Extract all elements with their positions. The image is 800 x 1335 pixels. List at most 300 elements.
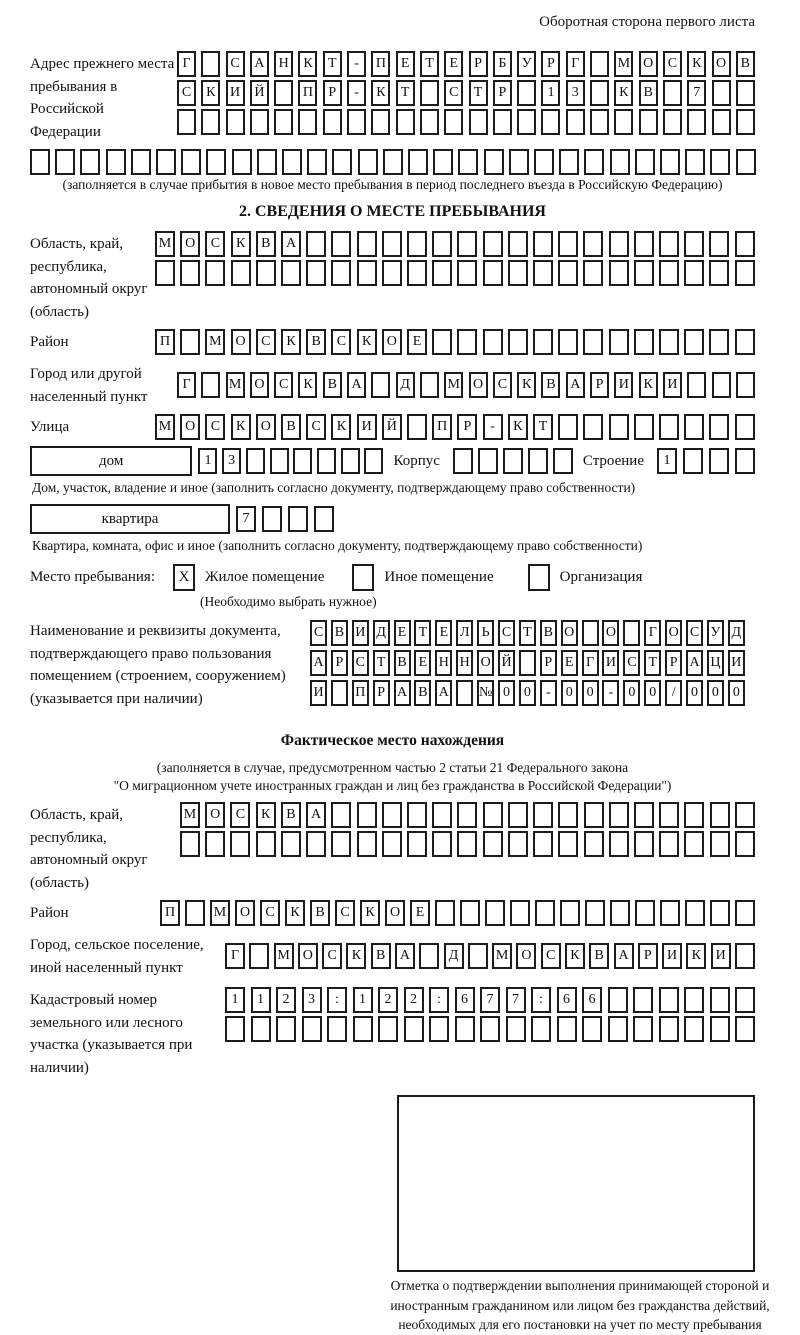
char-box: Е [435,620,452,646]
char-box [583,329,603,355]
char-box: Н [435,650,452,676]
char-box: О [516,943,536,969]
char-box [659,231,679,257]
char-box [420,109,439,135]
char-box: К [360,900,380,926]
char-box [404,1016,424,1042]
char-box [609,329,629,355]
apartment-cells [236,506,334,532]
char-box [444,109,463,135]
char-box [684,831,704,857]
char-box [432,802,452,828]
char-box [293,448,312,474]
char-box [256,260,276,286]
char-box: Г [566,51,585,77]
char-box: Е [410,900,430,926]
char-box [156,149,176,175]
char-box: 2 [378,987,398,1013]
char-box: Д [373,620,390,646]
char-box: С [623,650,640,676]
char-box: А [306,802,326,828]
char-box [55,149,75,175]
char-box: К [614,80,633,106]
char-box [710,987,730,1013]
prev-address-caption: (заполняется в случае прибытия в новое место пребывания в период последнего въезда в Российскую Федерацию) [62,177,723,192]
char-box [353,1016,373,1042]
char-box: Н [274,51,293,77]
char-box: О [180,231,200,257]
char-box [331,231,351,257]
char-box: С [352,650,369,676]
char-box [709,448,729,474]
district-field [30,329,755,355]
char-box: В [414,680,431,706]
char-box [306,260,326,286]
char-box [684,987,704,1013]
char-box [533,231,553,257]
char-box: С [444,80,463,106]
char-box [457,831,477,857]
char-box: Ц [707,650,724,676]
char-box: - [602,680,619,706]
char-box: О [602,620,619,646]
char-box: Р [541,51,560,77]
char-box: С [663,51,682,77]
char-box [584,802,604,828]
char-box [659,987,679,1013]
char-box [735,260,755,286]
char-box [331,831,351,857]
char-box [517,109,536,135]
char-box [364,448,383,474]
char-box [257,149,277,175]
char-box: О [477,650,494,676]
char-box: Т [420,51,439,77]
korpus-label: Корпус [393,452,440,469]
actual-district-field [30,900,755,926]
char-box [685,900,705,926]
char-box: С [306,414,326,440]
char-box [685,149,705,175]
char-box: О [250,372,269,398]
char-box: Й [498,650,515,676]
char-box [735,802,755,828]
apartment-field [30,504,755,534]
char-box [566,109,585,135]
char-box: С [177,80,196,106]
char-box [583,414,603,440]
prev-address-row-4 [30,149,756,175]
char-box: К [201,80,220,106]
char-box: В [310,900,330,926]
char-box: Н [456,650,473,676]
char-box [478,448,498,474]
prev-address-label: Адрес прежнего места пребывания в Российской Федерации [30,56,175,140]
char-box [684,802,704,828]
char-box: А [281,231,301,257]
char-box [736,80,755,106]
char-box [274,80,293,106]
char-box [684,260,704,286]
char-box: У [517,51,536,77]
char-box [659,260,679,286]
char-box [30,149,50,175]
char-box [251,1016,271,1042]
char-box [508,831,528,857]
char-box [735,943,755,969]
char-box [634,231,654,257]
char-box: 3 [566,80,585,106]
char-box [684,231,704,257]
char-box [281,831,301,857]
char-box: Г [225,943,245,969]
char-box: О [382,329,402,355]
actual-region-row-2 [180,831,755,857]
char-box: О [231,329,251,355]
char-box: С [226,51,245,77]
char-box [735,987,755,1013]
char-box: Г [177,372,196,398]
char-box: 0 [582,680,599,706]
char-box [493,109,512,135]
prev-address-field [30,51,755,143]
char-box: 7 [687,80,706,106]
char-box [614,109,633,135]
house-box-label: дом [30,446,192,476]
char-box [155,260,175,286]
stroenie-cells [657,448,755,474]
char-box [396,109,415,135]
char-box: 7 [480,987,500,1013]
char-box: Д [444,943,464,969]
char-box [590,51,609,77]
char-box: 1 [225,987,245,1013]
char-box [659,831,679,857]
char-box [634,329,654,355]
char-box [460,900,480,926]
cadastral-label: Кадастровый номер земельного или лесного участка (указывается при наличии) [30,992,193,1076]
char-box [635,149,655,175]
char-box [659,802,679,828]
street-row [155,414,755,440]
char-box [635,900,655,926]
char-box [583,231,603,257]
char-box: Р [373,680,390,706]
char-box [634,414,654,440]
char-box [533,802,553,828]
other-premises-checkbox [352,564,374,591]
char-box: П [352,680,369,706]
char-box: К [298,51,317,77]
char-box: 6 [582,987,602,1013]
char-box: К [298,372,317,398]
region-rows [155,231,755,289]
char-box: Р [665,650,682,676]
char-box [180,329,200,355]
char-box [256,831,276,857]
char-box: С [274,372,293,398]
char-box [331,260,351,286]
char-box [457,329,477,355]
char-box [709,329,729,355]
char-box [683,448,703,474]
organization-label: Организация [559,569,643,585]
char-box [508,329,528,355]
char-box: А [250,51,269,77]
actual-region-label: Область, край, республика, автономный округ (область) [30,807,148,891]
char-box [80,149,100,175]
char-box [270,448,289,474]
char-box: С [205,414,225,440]
char-box: К [231,414,251,440]
char-box [432,260,452,286]
organization-checkbox [528,564,550,591]
char-box: А [310,650,327,676]
char-box: К [686,943,706,969]
char-box: 7 [236,506,256,532]
char-box: - [483,414,503,440]
char-box: К [371,80,390,106]
char-box [609,802,629,828]
char-box [458,149,478,175]
char-box: С [260,900,280,926]
char-box: В [371,943,391,969]
char-box [609,260,629,286]
char-box [274,109,293,135]
char-box [382,802,402,828]
char-box: И [728,650,745,676]
document-rows [310,620,745,710]
stamp-box [397,1095,755,1272]
char-box [709,231,729,257]
prev-address-row-2 [177,80,755,106]
char-box [509,149,529,175]
char-box [508,260,528,286]
char-box [684,1016,704,1042]
char-box [659,1016,679,1042]
char-box: У [707,620,724,646]
char-box [483,231,503,257]
char-box: К [281,329,301,355]
char-box: 0 [707,680,724,706]
char-box [560,900,580,926]
char-box [317,448,336,474]
char-box [508,231,528,257]
house-field [30,446,755,476]
char-box [687,372,706,398]
char-box: А [686,650,703,676]
char-box: Т [644,650,661,676]
char-box [503,448,523,474]
char-box: О [180,414,200,440]
district-label: Район [30,334,69,350]
char-box [558,329,578,355]
char-box: К [687,51,706,77]
actual-region-field [30,802,755,894]
char-box [180,260,200,286]
char-box [609,414,629,440]
char-box [314,506,334,532]
char-box [687,109,706,135]
char-box [483,260,503,286]
char-box [323,109,342,135]
char-box [435,900,455,926]
char-box [331,680,348,706]
char-box: Г [644,620,661,646]
char-box [623,620,640,646]
char-box: 0 [519,680,536,706]
char-box [712,80,731,106]
char-box [519,650,536,676]
char-box [531,1016,551,1042]
char-box [205,260,225,286]
char-box: 1 [198,448,217,474]
char-box [710,802,730,828]
char-box [457,231,477,257]
char-box [433,149,453,175]
char-box [553,448,573,474]
char-box [710,831,730,857]
char-box: О [385,900,405,926]
char-box: : [327,987,347,1013]
char-box: И [711,943,731,969]
cadastral-row-1 [225,987,755,1013]
char-box: - [540,680,557,706]
char-box: Т [323,51,342,77]
char-box [710,149,730,175]
char-box: 1 [251,987,271,1013]
char-box [483,802,503,828]
char-box [432,831,452,857]
char-box: 3 [222,448,241,474]
char-box [584,831,604,857]
char-box: И [662,943,682,969]
char-box [533,831,553,857]
char-box: В [540,620,557,646]
char-box [558,414,578,440]
char-box: Т [414,620,431,646]
char-box: 0 [561,680,578,706]
char-box: И [352,620,369,646]
char-box [590,80,609,106]
char-box [684,329,704,355]
char-box [508,802,528,828]
document-row-1 [310,620,745,646]
char-box: 6 [455,987,475,1013]
actual-region-rows [180,802,755,860]
char-box [106,149,126,175]
char-box [582,1016,602,1042]
char-box: В [306,329,326,355]
char-box [735,900,755,926]
char-box [610,149,630,175]
char-box [347,109,366,135]
char-box: А [614,943,634,969]
char-box: О [256,414,276,440]
char-box: Е [396,51,415,77]
char-box: Ь [477,620,494,646]
char-box [407,802,427,828]
street-label: Улица [30,419,70,435]
stay-type-field [30,564,755,591]
char-box [382,260,402,286]
char-box [735,231,755,257]
char-box: : [429,987,449,1013]
char-box [358,149,378,175]
char-box: Р [493,80,512,106]
char-box [205,831,225,857]
char-box [735,448,755,474]
char-box: В [281,802,301,828]
char-box: О [235,900,255,926]
char-box: Е [561,650,578,676]
apartment-box-label: квартира [30,504,230,534]
char-box [249,943,269,969]
char-box: М [492,943,512,969]
char-box [633,987,653,1013]
char-box: М [444,372,463,398]
char-box [225,1016,245,1042]
char-box [558,231,578,257]
char-box [468,943,488,969]
section2-title: 2. СВЕДЕНИЯ О МЕСТЕ ПРЕБЫВАНИЯ [239,203,546,220]
char-box: 6 [557,987,577,1013]
char-box: Р [590,372,609,398]
char-box [407,260,427,286]
char-box: К [565,943,585,969]
residential-label: Жилое помещение [205,569,325,585]
char-box: В [394,650,411,676]
char-box [453,448,473,474]
char-box: С [205,231,225,257]
char-box [584,149,604,175]
char-box [684,414,704,440]
char-box: И [357,414,377,440]
char-box: П [155,329,175,355]
stay-type-label: Место пребывания: [30,569,155,585]
document-row-3 [310,680,745,706]
char-box: К [357,329,377,355]
char-box: В [589,943,609,969]
char-box [469,109,488,135]
char-box: В [256,231,276,257]
char-box: К [331,414,351,440]
char-box: М [274,943,294,969]
char-box [382,831,402,857]
char-box: М [155,231,175,257]
cadastral-field [30,987,755,1079]
actual-location-caption-2: "О миграционном учете иностранных граждан и лиц без гражданства в Российской Федерации") [113,778,672,793]
char-box: М [210,900,230,926]
char-box: И [602,650,619,676]
char-box [634,260,654,286]
char-box: А [435,680,452,706]
char-box [371,109,390,135]
char-box: Л [456,620,473,646]
char-box [735,329,755,355]
char-box [206,149,226,175]
region-field [30,231,755,323]
char-box: Р [331,650,348,676]
char-box: С [322,943,342,969]
char-box [483,831,503,857]
actual-district-row [160,900,755,926]
char-box: М [205,329,225,355]
char-box [246,448,265,474]
char-box: К [256,802,276,828]
char-box [371,372,390,398]
char-box [609,231,629,257]
